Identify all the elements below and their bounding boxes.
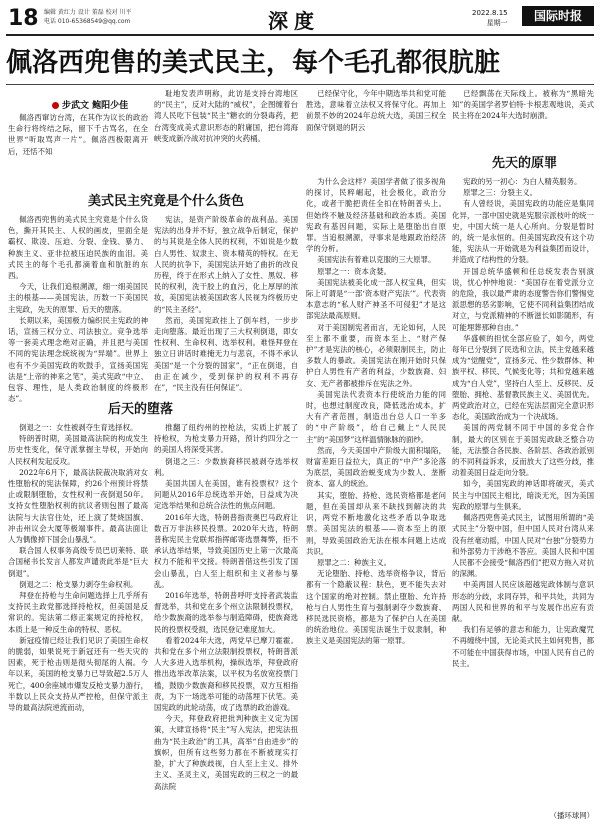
author-names: 步武文 鲍阳少佳 (62, 101, 129, 111)
paragraphs (8, 422, 148, 713)
issue-date (472, 8, 508, 28)
paragraph: 新冠疫情已经让我们见识了美国生命权的脆弱，如果说死于新冠还有一些天灾的因素，死于枪击则是彻头彻尾的人祸。今年以来，美国的枪支暴力已导致超2.5万人死亡，400余座城市爆发反枪支暴力游行，半数以上民众支持从严控枪，但保守派主导的最高法院逆流而动， (8, 635, 148, 713)
column-3-main (306, 176, 446, 822)
paragraph: 今天，拜登政府把批判种族主义定为国策，大肆宣扬将“民主”写入宪法，把宪法扭曲为“民主政治”的工具，高举“自由进步”的旗帜，但所有这些努力都在不断被现实打脸，扩大了种族歧视，白人至上主义、排外主义、圣灵主义，美国宪政的三权之一的最高法院 (154, 714, 298, 791)
paragraph: 特朗普时期，美国最高法院的构成发生历史性变化，保守派掌握主导权，开始向人民权利发起反攻。 (8, 434, 148, 466)
paragraph: 中美两国人民应该超越宪政体制与意识形态的分歧，求同存异，和平共处，共同为两国人民和世界的和平与发展作出应有贡献。 (452, 580, 594, 623)
paragraph: 已经保守化，今年中期选举共和党可能胜选，意味着立法权又将保守化。再加上前景不妙的2024年总统大选，美国三权全面保守倒退的阴云 (306, 89, 446, 132)
headline: 佩洛西兜售的美式民主，每个毛孔都很肮脏 (6, 48, 501, 78)
paragraphs (452, 88, 594, 122)
paragraph: 对于美国制宪者而言，无论如何，人民至上都不重要，而资本至上、“财产保护”才是宪法的核心，必须限制民主，防止多数人的暴政。美国宪法在刚开始时只保护白人男性有产者的利益，少数族裔、妇女、无产者都被排斥在宪法之外。 (306, 322, 446, 388)
paragraph: 然而，今天美国中产阶级大面积塌陷，财富差距日益拉大，真正的“中产”多沦落为底层，美国政治蜕变成为少数人、垄断资本、富人的统治。 (306, 445, 446, 489)
paragraph: 美国宪法被美化成一部人权宝典，但实际上可谓是“一部‘资本财产宪法’”。代表资本意志的“私人财产神圣不可侵犯”才是这部宪法最高原则。 (306, 277, 446, 321)
column-1-section-2 (8, 422, 148, 822)
paragraph: 已经飘荡在天际线上。被称为“黑暗先知”的美国学者罗伯特·卡根悲观地说，美式民主将在2024年大选时崩溃。 (452, 89, 594, 121)
paragraph: 为什么会这样？美国学者做了很多视角的探讨，民粹崛起，社会极化，政治分化，或者干脆把责任全扣在特朗普头上。但始终不触及经济基础和政治本质。美国宪政有基因问题，实际上是堕胎出自原罪。当追根溯源，寻事求是地跟政治经济学的分析。 (306, 177, 446, 254)
paragraph: 原罪之二：种族主义。 (317, 557, 392, 567)
paragraphs (154, 88, 298, 144)
column-4-intro (452, 88, 594, 146)
paragraph: 2016年选举，特朗普呼吁支持者武装监督选举，共和党在多个州立法限制投票权，给少数族裔的选举参与制造障碍，使族裔选民的投票权受损，选民登记难度加大。 (154, 591, 298, 634)
byline (52, 98, 128, 111)
paragraph: 长期以来，美国极力编织民主宪政的神话，宣扬三权分立、司法独立。竞争选举等一套美式理念绝对正确，并且把与美国不同的宪法理念统统视为“异端”。世界上也有不少美国宪政的吹鼓手，宣扬美国宪法是“上帝的神来之笔”，美式宪政“中立、包容、理性，是人类政治制度的终极形态”。 (8, 315, 148, 404)
paragraphs (8, 112, 148, 157)
paragraph: 看着2024年大选，两党早已摩刀霍霍。共和党在多个州立法限制投票权，特朗普派人大多进入选举机构，操纵选举，拜登政府推出选举改革法案，以平权为名放宽投票门槛，鼓励少数族裔和移民投票，双方互相指责，为下一场选举可能的动荡埋下伏笔。美国宪政的此轮动荡，成了选票的政治游戏。 (154, 635, 298, 713)
column-3-intro (306, 88, 446, 146)
paragraph: 华盛顿的担忧全部应验了，如今，两党每年已分裂到了民选和立法，民主党越来越成为“觉醒党”，宣扬多元、性少数群体、种族平权、移民、气候变化等；共和党越来越成为“白人党”，坚持白人至上、反移民、反堕胎、拥枪、基督教民族主义、美国优先。两党政治对立，已经在宪法层面完全意识形态化，美国政治成为一个决战场。 (452, 333, 594, 422)
paragraph: 佩洛西兜售的美式民主究竟是个什么货色，撕开其民主、人权的画皮，里面全是霸权、欺凌、压迫、分裂、金钱、暴力、种族主义、亚非拉被压迫民族的血泪。美式民主的每个毛孔都滴着血和肮脏的东西。 (8, 215, 148, 281)
paragraph: 倒退之三：少数族裔移民被剥夺选举权利。 (154, 456, 298, 477)
paragraph: 有人曾经说，美国宪政的功能应是集同化异，一部中国史就是宪服宗派枝叶的统一史，中国大统一是人心所向。分裂是暂时的，统一是永恒的。但美国宪政没有这个功能，宪法从一开始就是为利益集团而设计，并造成了结构性的分裂。 (452, 199, 594, 265)
headline-rule (6, 84, 594, 85)
paragraphs (154, 214, 298, 393)
paragraphs (452, 176, 594, 669)
contact-line: 电话 010-65368549@qq.com (44, 18, 131, 25)
paragraph: 拜登在持枪与生命问题选择上几乎所有支持民主政党都选择持枪权，但美国是反常识的。宪法第二修正案规定的持枪权，本质上是一种反生命的特权、恶权。 (8, 591, 148, 634)
paragraph: 宪法，是资产阶级革命的战利品。美国宪法的出身并不好，独立战争后制定，保护的与其说是全体人民的权利，不如说是少数白人男性、奴隶主、资本精英的特权。在无人民的抗争下，美国宪法开始了曲折的改良历程，终于在形式上纳入了女性、黑奴、移民的权利，洗干胶上的血污，化上厚厚的浓妆，美国宪法被美国政客人民视为终极历史的“民主圣经”。 (154, 215, 298, 314)
column-2-section-1 (154, 214, 298, 393)
paragraph: 原罪之三：分裂主义。 (463, 188, 538, 198)
paragraphs (8, 214, 148, 404)
paragraphs (306, 88, 446, 133)
paragraph: 开国总统华盛顿和任总统发表告别演说，忧心忡忡地说：“美国存在着党派分立的危险，我以最严肃的态度警告你们警惕党派思想的恶劣影响，它使不同利益集团结成对立，与党派精神的不断滋长如影随形，有可能埋葬那种自由。” (452, 266, 594, 332)
subheading-american-democracy: 美式民主究竟是个什么货色 (88, 194, 245, 209)
paragraph: 无论堕胎、持枪、选举资格争议，背后都有一个隐蔽议程：肤色，更不能失去对这个国家的绝对控制。禁止堕胎、允许持枪与白人男性生育与强制剥夺少数族裔、移民选民资格，都是为了保护白人在美国的统治地位。美国宪法诞生于奴隶制，种族主义是美国宪法的第一原罪。 (306, 569, 446, 646)
paragraph: 2016年大选，特朗普指责奥巴马政府让数百万非法移民投票。2020年大选，特朗普称宪民主党联邦指挥邮寄选票舞弊，拒不承认选举结果，导致美国历史上第一次最高权力不能和平交接。特朗普借这些引发了国会山暴乱，白人至上组织和主义者参与暴乱。 (154, 512, 298, 589)
byline-dot-icon (52, 102, 59, 109)
section-title: 深度 (268, 9, 320, 33)
header-rule (6, 34, 594, 36)
signoff: （播环球网） (549, 811, 594, 820)
editors-line: 编辑 黄红力 设计 董磊 校对 川平 (44, 9, 132, 16)
paragraphs (154, 422, 298, 792)
column-4-main (452, 176, 594, 810)
paragraph: 2022年6月下，最高法院裁决取消对女性堕胎权的宪法保障，约26个州预计将禁止或限制堕胎，女性权利一夜倒退50年。支持女性堕胎权利的抗议者则包围了最高法院与大法官住处，还上演了焚烧国旗、冲击州议会大厦等极端事件。最高法面让人为偶像掉下国会山暴乱”。 (8, 467, 148, 545)
paragraph: 佩洛西窜访台湾，在其作为议长的政治生命行将终结之际，留下千古骂名，在全世界“听取骂声一片”。佩洛西极限离开后，还恬不知 (8, 113, 148, 156)
paragraph: 联合国人权事务高级专员巴切莱特、联合国秘书长发言人都发声谴责此举是“巨大倒退”。 (8, 546, 148, 578)
paragraph: 如今，美国宪政的神话即将破灭，美式民主与中国民主相比，暗淡无光，因为美国宪政的原罪与生俱来。 (452, 479, 594, 511)
paragraph: 美国宪法有着难以克服的三大原罪。 (317, 255, 436, 265)
date-text: 2022.8.15 (472, 9, 508, 17)
weekday-text: 星期一 (486, 19, 508, 27)
paragraph: 然而，美国宪政挂上了倒车档，一步步走向堕落。最近出现了三大权利倒退，即女性权利、生命权利、选举权利。难怪拜登在独立日讲话时难掩无力与悲哀，不得不承认美国“是一个分裂的国家”，“正在倒退，自由正在减少，受到保护的权利不再存在”，“民主没有任何保证”。 (154, 315, 298, 393)
column-1-section-1 (8, 214, 148, 404)
paragraph: 美国的两党制不同于中国的多党合作制，最大的区别在于美国宪政缺乏整合功能，无法整合各民族、各阶层、各政治派别的不同利益诉求，反而放大了这些分歧，推动着美国日益走向分裂。 (452, 423, 594, 478)
subheading-later-decline: 后天的堕落 (108, 402, 174, 417)
editors-info (44, 8, 132, 26)
paragraph: 今天，让我们追根溯源，细一细美国民主的根基——美国宪法，历数一下美国民主宪政，先天的原罪、后天的堕落。 (8, 282, 148, 314)
paragraph: 倒退之二：枪支暴力剥夺生命权利。 (19, 579, 138, 589)
column-1-intro (8, 112, 148, 178)
paragraph: 倒退之一：女性被剥夺生育选择权。 (19, 423, 138, 432)
paragraph: 耻地发表声明称，此访是支持台湾地区的“民主”，反对大陆的“威权”，企图缠着台湾人民吃下包装“民主”糖衣的分裂毒药，把台湾变成美式意识形态的附庸国，把台湾海峡变成新冷战对抗冲突的火药桶。 (154, 89, 298, 143)
paragraph: 原罪之一：资本贪婪。 (317, 266, 392, 276)
paragraph: 美国宪法代表资本行使统治力能的同时，也想过制度改良，降低选治成本，扩大有产者范围，制造出台总人口一半多的“中产阶级”，给自己戴上“人民民主”的“美国梦”这样温情脉脉的面纱。 (306, 389, 446, 444)
column-2-section-2 (154, 422, 298, 822)
paragraphs (306, 176, 446, 647)
paragraph: 美国共国人在美国，谁有投票权？这个问题从2016年总统选举开始，日益成为决定选举结果和总统合法性的焦点问题。 (154, 479, 298, 511)
newspaper-logo: 国际时报 (522, 6, 594, 26)
subheading-original-sin: 先天的原罪 (492, 156, 558, 171)
column-2-intro (154, 88, 298, 178)
paragraph: 其实，堕胎、持枪、选民资格都是老问题，但在美国却从来不缺找到解决的共识，两党不断地激化这些矛盾以争取选票。美国宪法的根基——资本至上的原则，导致美国政治无法在根本问题上达成共识。 (306, 490, 446, 556)
paragraph: 我们有足够的意志和能力，让宪政魔咒不再缠绕中国，无论美式民主如何兜售，都不可能在中国获得市场，中国人民有自己的民主。 (452, 625, 594, 668)
page-header (0, 0, 600, 38)
page-number: 18 (8, 6, 39, 31)
paragraph: 推翻了纽约州的控枪法，实质上扩展了持枪权，为枪支暴力开路，预计约四分之一的美国人将深受其害。 (154, 423, 298, 455)
paragraph: 佩洛西兜售美式民主，试图用所谓的“美式民主”分裂中国，但中国人民对台湾从来没有丝毫动摇，中国人民对“台独”分裂势力和外部势力干涉绝不答应。美国人民和中国人民都不会接受“佩洛西们”把双方拖入对抗的深渊。 (452, 513, 594, 579)
paragraph: 宪政的另一初心：为白人精英服务。 (463, 177, 582, 186)
